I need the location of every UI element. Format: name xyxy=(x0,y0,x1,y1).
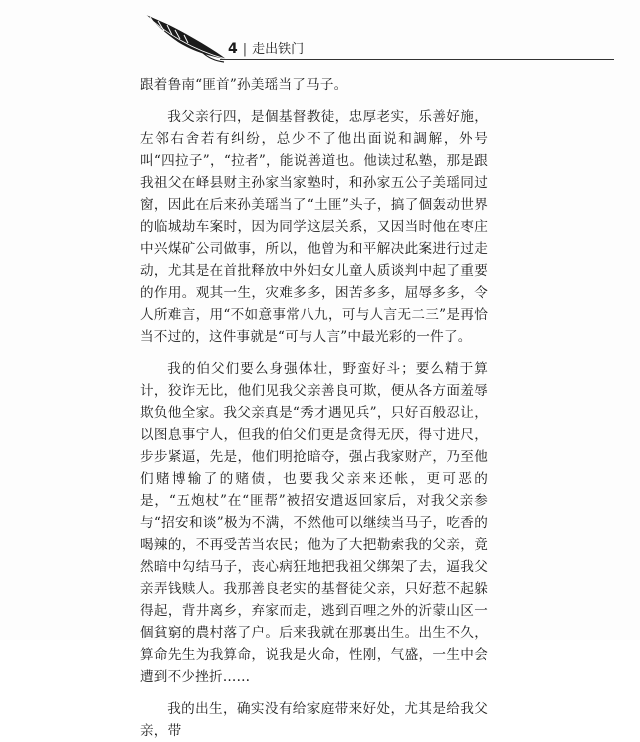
quill-pen-icon xyxy=(142,12,228,64)
header-rule xyxy=(220,59,614,60)
paragraph: 我父亲行四，是個基督教徒，忠厚老实，乐善好施，左邻右舍若有纠纷，总少不了他出面说和調解，外号叫“四拉子”，“拉者”，能说善道也。他读过私塾，那是跟我祖父在峄县财主孙家当家塾时，和孙家五公子美瑶同过窗，因此在后来孙美瑶当了“土匪”头子，搞了個轰动世界的临城劫车案时，因为同学这层关系，又因当时他在枣庄中兴煤矿公司做事，所以，他曾为和平解决此案进行过走动，尤其是在首批释放中外妇女儿童人质谈判中起了重要的作用。观其一生，灾难多多，困苦多多，屈辱多多，令人所难言，用“不如意事常八九，可与人言无二三”是再恰当不过的，这件事就是“可与人言”中最光彩的一件了。 xyxy=(140,109,488,345)
header-text xyxy=(228,41,304,58)
header-separator: | xyxy=(242,42,248,57)
paragraph: 我的出生，确实没有给家庭带来好处，尤其是给我父亲，带 xyxy=(140,701,488,739)
page-number: 4 xyxy=(228,41,238,57)
chapter-title: 走出铁门 xyxy=(252,42,305,57)
running-head xyxy=(128,8,528,64)
body-text xyxy=(140,74,488,742)
paragraph: 我的伯父们要么身强体壮，野蛮好斗；要么精于算计，狡诈无比，他们见我父亲善良可欺，便从各方面羞辱欺负他全家。我父亲真是“秀才遇见兵”，只好百般忍让，以图息事宁人，但我的伯父们更是贪得无厌，得寸进尺，步步紧逼，先是，他们明抢暗夺，强占我家财产，乃至他们赌博输了的赌债，也要我父亲来还帐，更可恶的是，“五炮杖”在“匪帮”被招安遣返回家后，对我父亲参与“招安和谈”极为不满，不然他可以继续当马子，吃香的喝辣的，不再受苦当农民；他为了大把勒索我的父亲，竟然暗中勾结马子，丧心病狂地把我祖父绑架了去，逼我父亲弄钱赎人。我那善良老实的基督徒父亲，只好惹不起躲得起，背井离乡，弃家而走，逃到百哩之外的沂蒙山区一個貧窮的農村落了户。后来我就在那裏出生。出生不久，算命先生为我算命，说我是火命，性刚，气盛，一生中会遭到不少挫折…… xyxy=(140,361,488,685)
paragraph: 跟着鲁南“匪首”孙美瑶当了马子。 xyxy=(140,77,348,93)
